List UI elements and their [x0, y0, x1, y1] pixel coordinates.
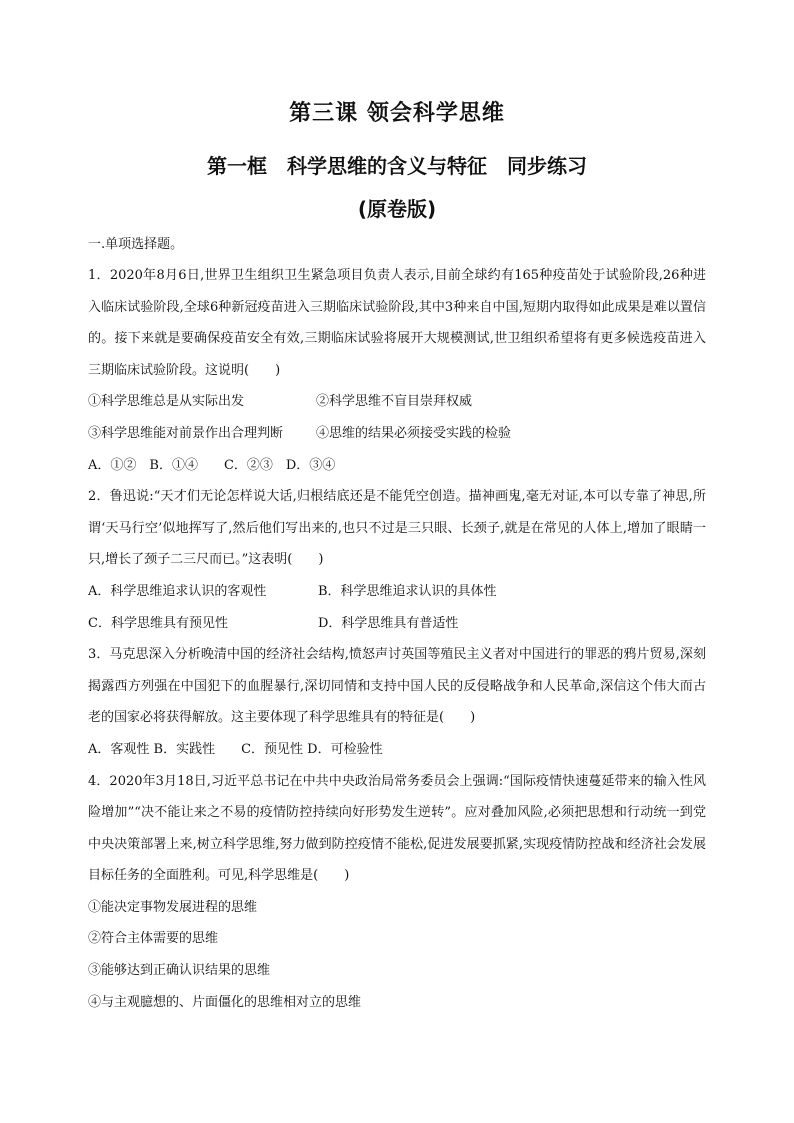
question-list [88, 260, 706, 1018]
question-text: 4．2020年3月18日,习近平总书记在中共中央政治局常务委员会上强调:“国际疫情快速蔓延带来的输入性风险增加”“决不能让来之不易的疫情防控持续向好形势发生逆转”。应对叠加风险,必须把思想和行动统一到党中央决策部署上来,树立科学思维,努力做到防控疫情不能松,促进发展要抓紧,实现疫情防控战和经济社会发展目标任务的全面胜利。可见,科学思维是( ) [88, 773, 706, 884]
question-text: 1．2020年8月6日,世界卫生组织卫生紧急项目负责人表示,目前全球约有165种疫苗处于试验阶段,26种进入临床试验阶段,全球6种新冠疫苗进入三期临床试验阶段,其中3种来自中国,短期内取得如此成果是难以置信的。接下来就是要确保疫苗安全有效,三期临床试验将展开大规模测试,世卫组织希望将有更多候选疫苗进入三期临床试验阶段。这说明( ) [88, 268, 706, 378]
question-4 [88, 766, 706, 1019]
option-c: C．科学思维具有预见性 [88, 615, 228, 631]
answer-choices: A．①② B．①④ C．②③ D．③④ [88, 457, 336, 473]
statement-item: ④与主观臆想的、片面僵化的思维相对立的思维 [88, 994, 362, 1010]
statement-item: ③科学思维能对前景作出合理判断 [88, 425, 284, 441]
statement-item: ①能决定事物发展进程的思维 [88, 899, 258, 915]
section-heading: 一.单项选择题。 [88, 237, 184, 252]
answer-choices: A．客观性 B．实践性 C．预见性 D．可检验性 [88, 741, 383, 757]
question-3 [88, 639, 706, 765]
option-row [88, 608, 706, 640]
question-text: 2．鲁迅说:“天才们无论怎样说大话,归根结底还是不能凭空创造。描神画鬼,毫无对证,本可以专靠了神思,所谓‘天马行空’似地挥写了,然后他们写出来的,也只不过是三只眼、长颈子,就是在常见的人体上,增加了眼睛一只,增长了颈子二三尺而已。”这表明( ) [88, 489, 706, 568]
question-1 [88, 260, 706, 481]
statement-item: ③能够达到正确认识结果的思维 [88, 963, 271, 979]
option-row [88, 576, 706, 608]
statement-item: ②符合主体需要的思维 [88, 931, 219, 947]
option-d: D．科学思维具有普适性 [318, 615, 459, 631]
statement-item: ②科学思维不盲目崇拜权威 [316, 394, 473, 410]
statement-row [88, 418, 706, 450]
option-b: B．科学思维追求认识的具体性 [318, 583, 497, 599]
option-a: A．科学思维追求认识的客观性 [88, 583, 267, 599]
statement-item: ④思维的结果必须接受实践的检验 [316, 425, 512, 441]
question-2 [88, 481, 706, 639]
page-subtitle: 第一框 科学思维的含义与特征 同步练习 [207, 154, 587, 178]
statement-item: ①科学思维总是从实际出发 [88, 394, 245, 410]
version-label: (原卷版) [357, 197, 437, 221]
page-title: 第三课 领会科学思维 [289, 101, 505, 126]
statement-row [88, 386, 706, 418]
question-text: 3．马克思深入分析晚清中国的经济社会结构,愤怒声讨英国等殖民主义者对中国进行的罪恶的鸦片贸易,深刻揭露西方列强在中国犯下的血腥暴行,深切同情和支持中国人民的反侵略战争和人民革命,深信这个伟大而古老的国家必将获得解放。这主要体现了科学思维具有的特征是( ) [88, 647, 706, 726]
